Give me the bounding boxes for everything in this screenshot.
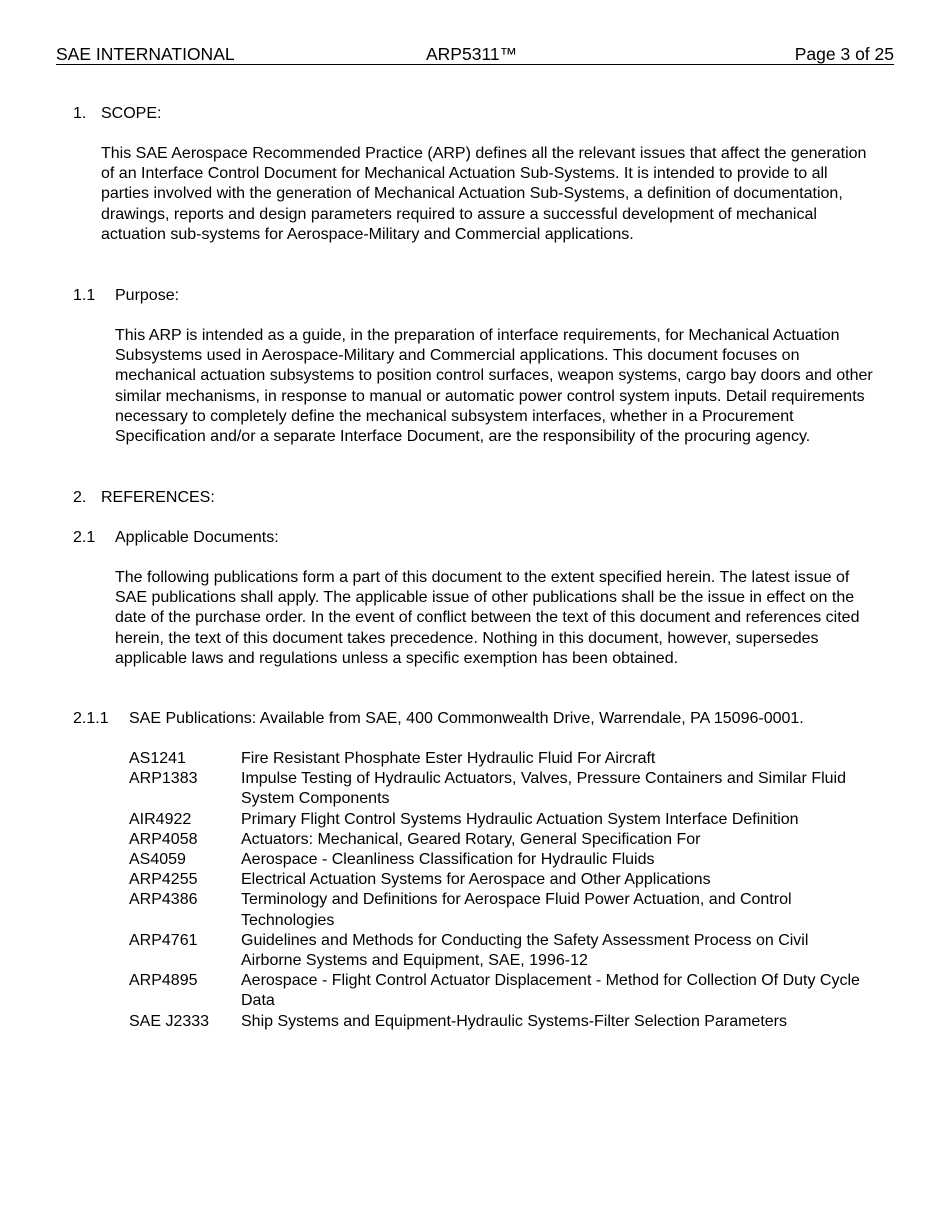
reference-row — [129, 971, 869, 1011]
section-scope-body: This SAE Aerospace Recommended Practice (ARP) defines all the relevant issues that affect the generation of an Interface Control Document for Mechanical Actuation Sub-Systems. It is intended to provide to all parties involved with the generation of Mechanical Actuation Sub-Systems, a definition of documentation, drawings, reports and design parameters required to assure a successful development of mechanical actuation sub-systems for Aerospace-Military and Commercial applications. — [101, 145, 867, 243]
section-scope-number: 1. — [73, 105, 87, 122]
reference-row — [129, 830, 869, 850]
reference-title: Terminology and Definitions for Aerospace Fluid Power Actuation, and Control Technologies — [241, 891, 792, 929]
section-purpose-number: 1.1 — [73, 287, 96, 304]
section-references-number: 2. — [73, 489, 87, 506]
reference-title: Actuators: Mechanical, Geared Rotary, General Specification For — [241, 830, 701, 848]
section-applicable-body: The following publications form a part of this document to the extent specified herein. The latest issue of SAE publications shall apply. The applicable issue of other publications shall be the issue in effect on the date of the purchase order. In the event of conflict between the text of this document and references cited herein, the text of this document takes precedence. Nothing in this document, however, supersedes applicable laws and regulations unless a specific exemption has been obtained. — [115, 569, 860, 667]
reference-row — [129, 1012, 869, 1032]
section-sae-pubs-number: 2.1.1 — [73, 710, 109, 727]
reference-title: Primary Flight Control Systems Hydraulic Actuation System Interface Definition — [241, 810, 799, 828]
reference-row — [129, 810, 869, 830]
reference-code: AS1241 — [129, 750, 186, 767]
reference-row — [129, 931, 869, 971]
reference-row — [129, 870, 869, 890]
section-references-title: REFERENCES: — [101, 489, 215, 506]
reference-code: AS4059 — [129, 851, 186, 869]
header-page-number: Page 3 of 25 — [794, 44, 894, 64]
reference-code: SAE J2333 — [129, 1012, 210, 1030]
section-sae-pubs-title: SAE Publications: Available from SAE, 400 Commonwealth Drive, Warrendale, PA 15096-0001. — [129, 710, 804, 727]
reference-code: ARP4761 — [129, 931, 198, 949]
reference-row — [129, 890, 869, 930]
reference-row — [129, 749, 869, 769]
reference-title: Electrical Actuation Systems for Aerospace and Other Applications — [241, 871, 711, 889]
reference-title: Ship Systems and Equipment-Hydraulic Systems-Filter Selection Parameters — [241, 1012, 787, 1030]
section-applicable-number: 2.1 — [73, 529, 96, 546]
reference-code: ARP4386 — [129, 891, 198, 909]
reference-row — [129, 850, 869, 870]
reference-code: ARP4058 — [129, 830, 198, 848]
header-doc-id: ARP5311™ — [426, 44, 518, 64]
section-purpose-body: This ARP is intended as a guide, in the preparation of interface requirements, for Mechanical Actuation Subsystems used in Aerospace-Military and Commercial applications. This document focuses on mechanical actuation subsystems to position control surfaces, weapon systems, cargo bay doors and other similar mechanisms, in response to manual or automatic power control system inputs. Detail requirements necessary to completely define the mechanical subsystem interfaces, whether in a Procurement Specification and/or a separate Interface Document, are the responsibility of the procuring agency. — [115, 327, 873, 446]
references-list — [129, 749, 869, 1032]
reference-code: ARP4255 — [129, 871, 198, 889]
header-org: SAE INTERNATIONAL — [56, 44, 235, 64]
reference-code: ARP4895 — [129, 972, 198, 990]
reference-title: Aerospace - Cleanliness Classification for Hydraulic Fluids — [241, 851, 655, 869]
reference-title: Guidelines and Methods for Conducting the Safety Assessment Process on Civil Airborne Systems and Equipment, SAE, 1996-12 — [241, 931, 809, 970]
section-purpose-title: Purpose: — [115, 287, 180, 304]
section-scope-title: SCOPE: — [101, 105, 162, 122]
reference-row — [129, 769, 869, 809]
reference-code: AIR4922 — [129, 810, 192, 828]
page-header — [56, 44, 894, 65]
reference-title: Impulse Testing of Hydraulic Actuators, Valves, Pressure Containers and Similar Fluid System Components — [241, 770, 847, 808]
section-applicable-title: Applicable Documents: — [115, 529, 279, 546]
reference-code: ARP1383 — [129, 770, 198, 788]
reference-title: Fire Resistant Phosphate Ester Hydraulic Fluid For Aircraft — [241, 750, 656, 767]
reference-title: Aerospace - Flight Control Actuator Displacement - Method for Collection Of Duty Cycle Data — [241, 972, 860, 1010]
